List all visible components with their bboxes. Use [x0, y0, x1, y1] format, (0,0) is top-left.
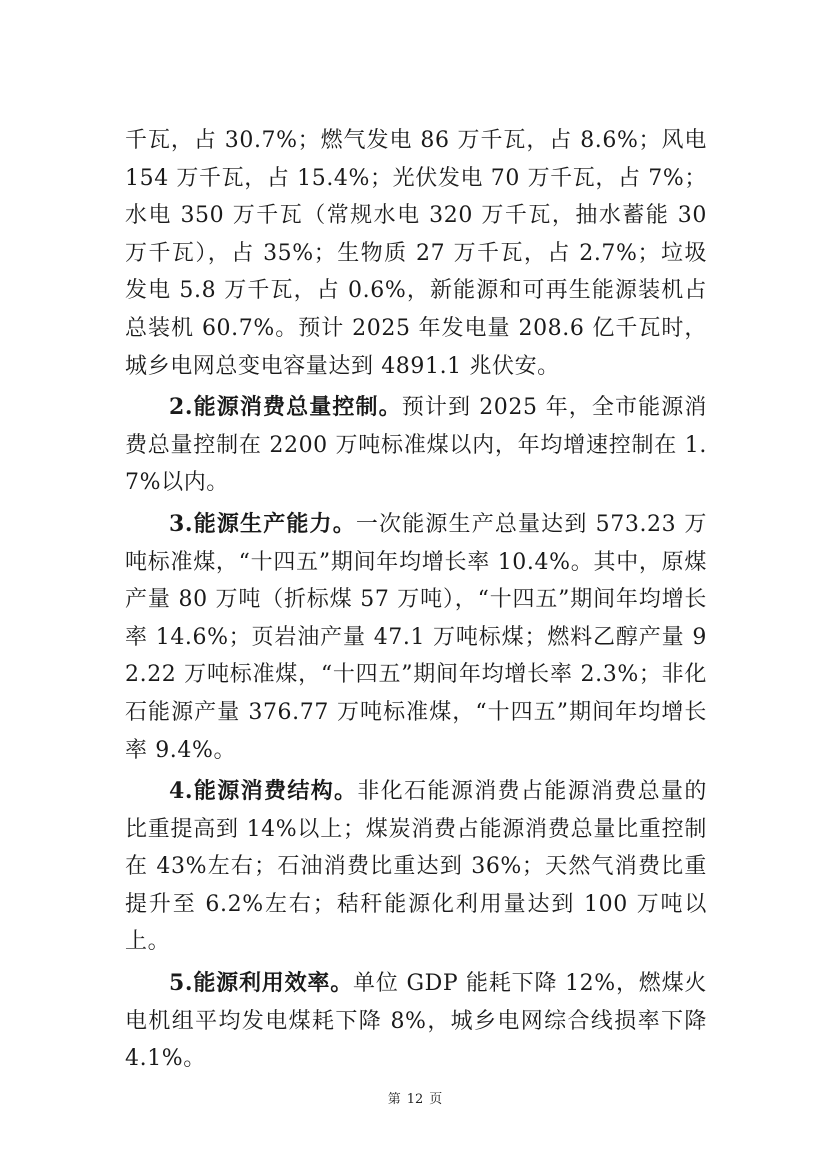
page-number-prefix: 第	[387, 1092, 401, 1107]
paragraph-energy-production	[125, 506, 707, 769]
paragraph-heading: 5.能源利用效率。	[169, 970, 354, 997]
page-footer	[0, 1088, 830, 1107]
paragraph-energy-structure	[125, 773, 707, 961]
page-number: 12	[406, 1092, 424, 1107]
paragraph-text: 非化石能源消费占能源消费总量的比重提高到 14%以上；煤炭消费占能源消费总量比重控制在 43%左右；石油消费比重达到 36%；天然气消费比重提升至 6.2%左右；秸秆能源化利用量达到 100 万吨以上。	[125, 779, 707, 955]
paragraph-text: 预计到 2025 年，全市能源消费总量控制在 2200 万吨标准煤以内，年均增速控制在 1.7%以内。	[125, 395, 707, 496]
paragraph-text: 单位 GDP 能耗下降 12%，燃煤火电机组平均发电煤耗下降 8%，城乡电网综合线损率下降 4.1%。	[125, 971, 708, 1072]
paragraph-text: 一次能源生产总量达到 573.23 万吨标准煤，“十四五”期间年均增长率 10.4%。其中，原煤产量 80 万吨（折标煤 57 万吨），“十四五”期间年均增长率 14.6%；页岩油产量 47.1 万吨标煤；燃料乙醇产量 92.22 万吨标准煤，“十四五”期间年均增长率 2.3%；非化石能源产量 376.77 万吨标准煤，“十四五”期间年均增长率 9.4%。	[125, 511, 707, 763]
paragraph-energy-consumption-total	[125, 389, 707, 502]
document-body	[125, 122, 707, 1078]
paragraph-heading: 4.能源消费结构。	[169, 778, 358, 805]
paragraph-text: 千瓦，占 30.7%；燃气发电 86 万千瓦，占 8.6%；风电 154 万千瓦，占 15.4%；光伏发电 70 万千瓦，占 7%；水电 350 万千瓦（常规水电 320 万千瓦，抽水蓄能 30 万千瓦），占 35%；生物质 27 万千瓦，占 2.7%；垃圾发电 5.8 万千瓦，占 0.6%，新能源和可再生能源装机占总装机 60.7%。预计 2025 年发电量 208.6 亿千瓦时，城乡电网总变电容量达到 4891.1 兆伏安。	[125, 128, 707, 379]
paragraph-heading: 3.能源生产能力。	[169, 510, 356, 537]
page-number-suffix: 页	[429, 1092, 443, 1107]
paragraph-continued	[125, 122, 707, 385]
paragraph-heading: 2.能源消费总量控制。	[169, 394, 402, 421]
paragraph-energy-efficiency	[125, 965, 707, 1078]
